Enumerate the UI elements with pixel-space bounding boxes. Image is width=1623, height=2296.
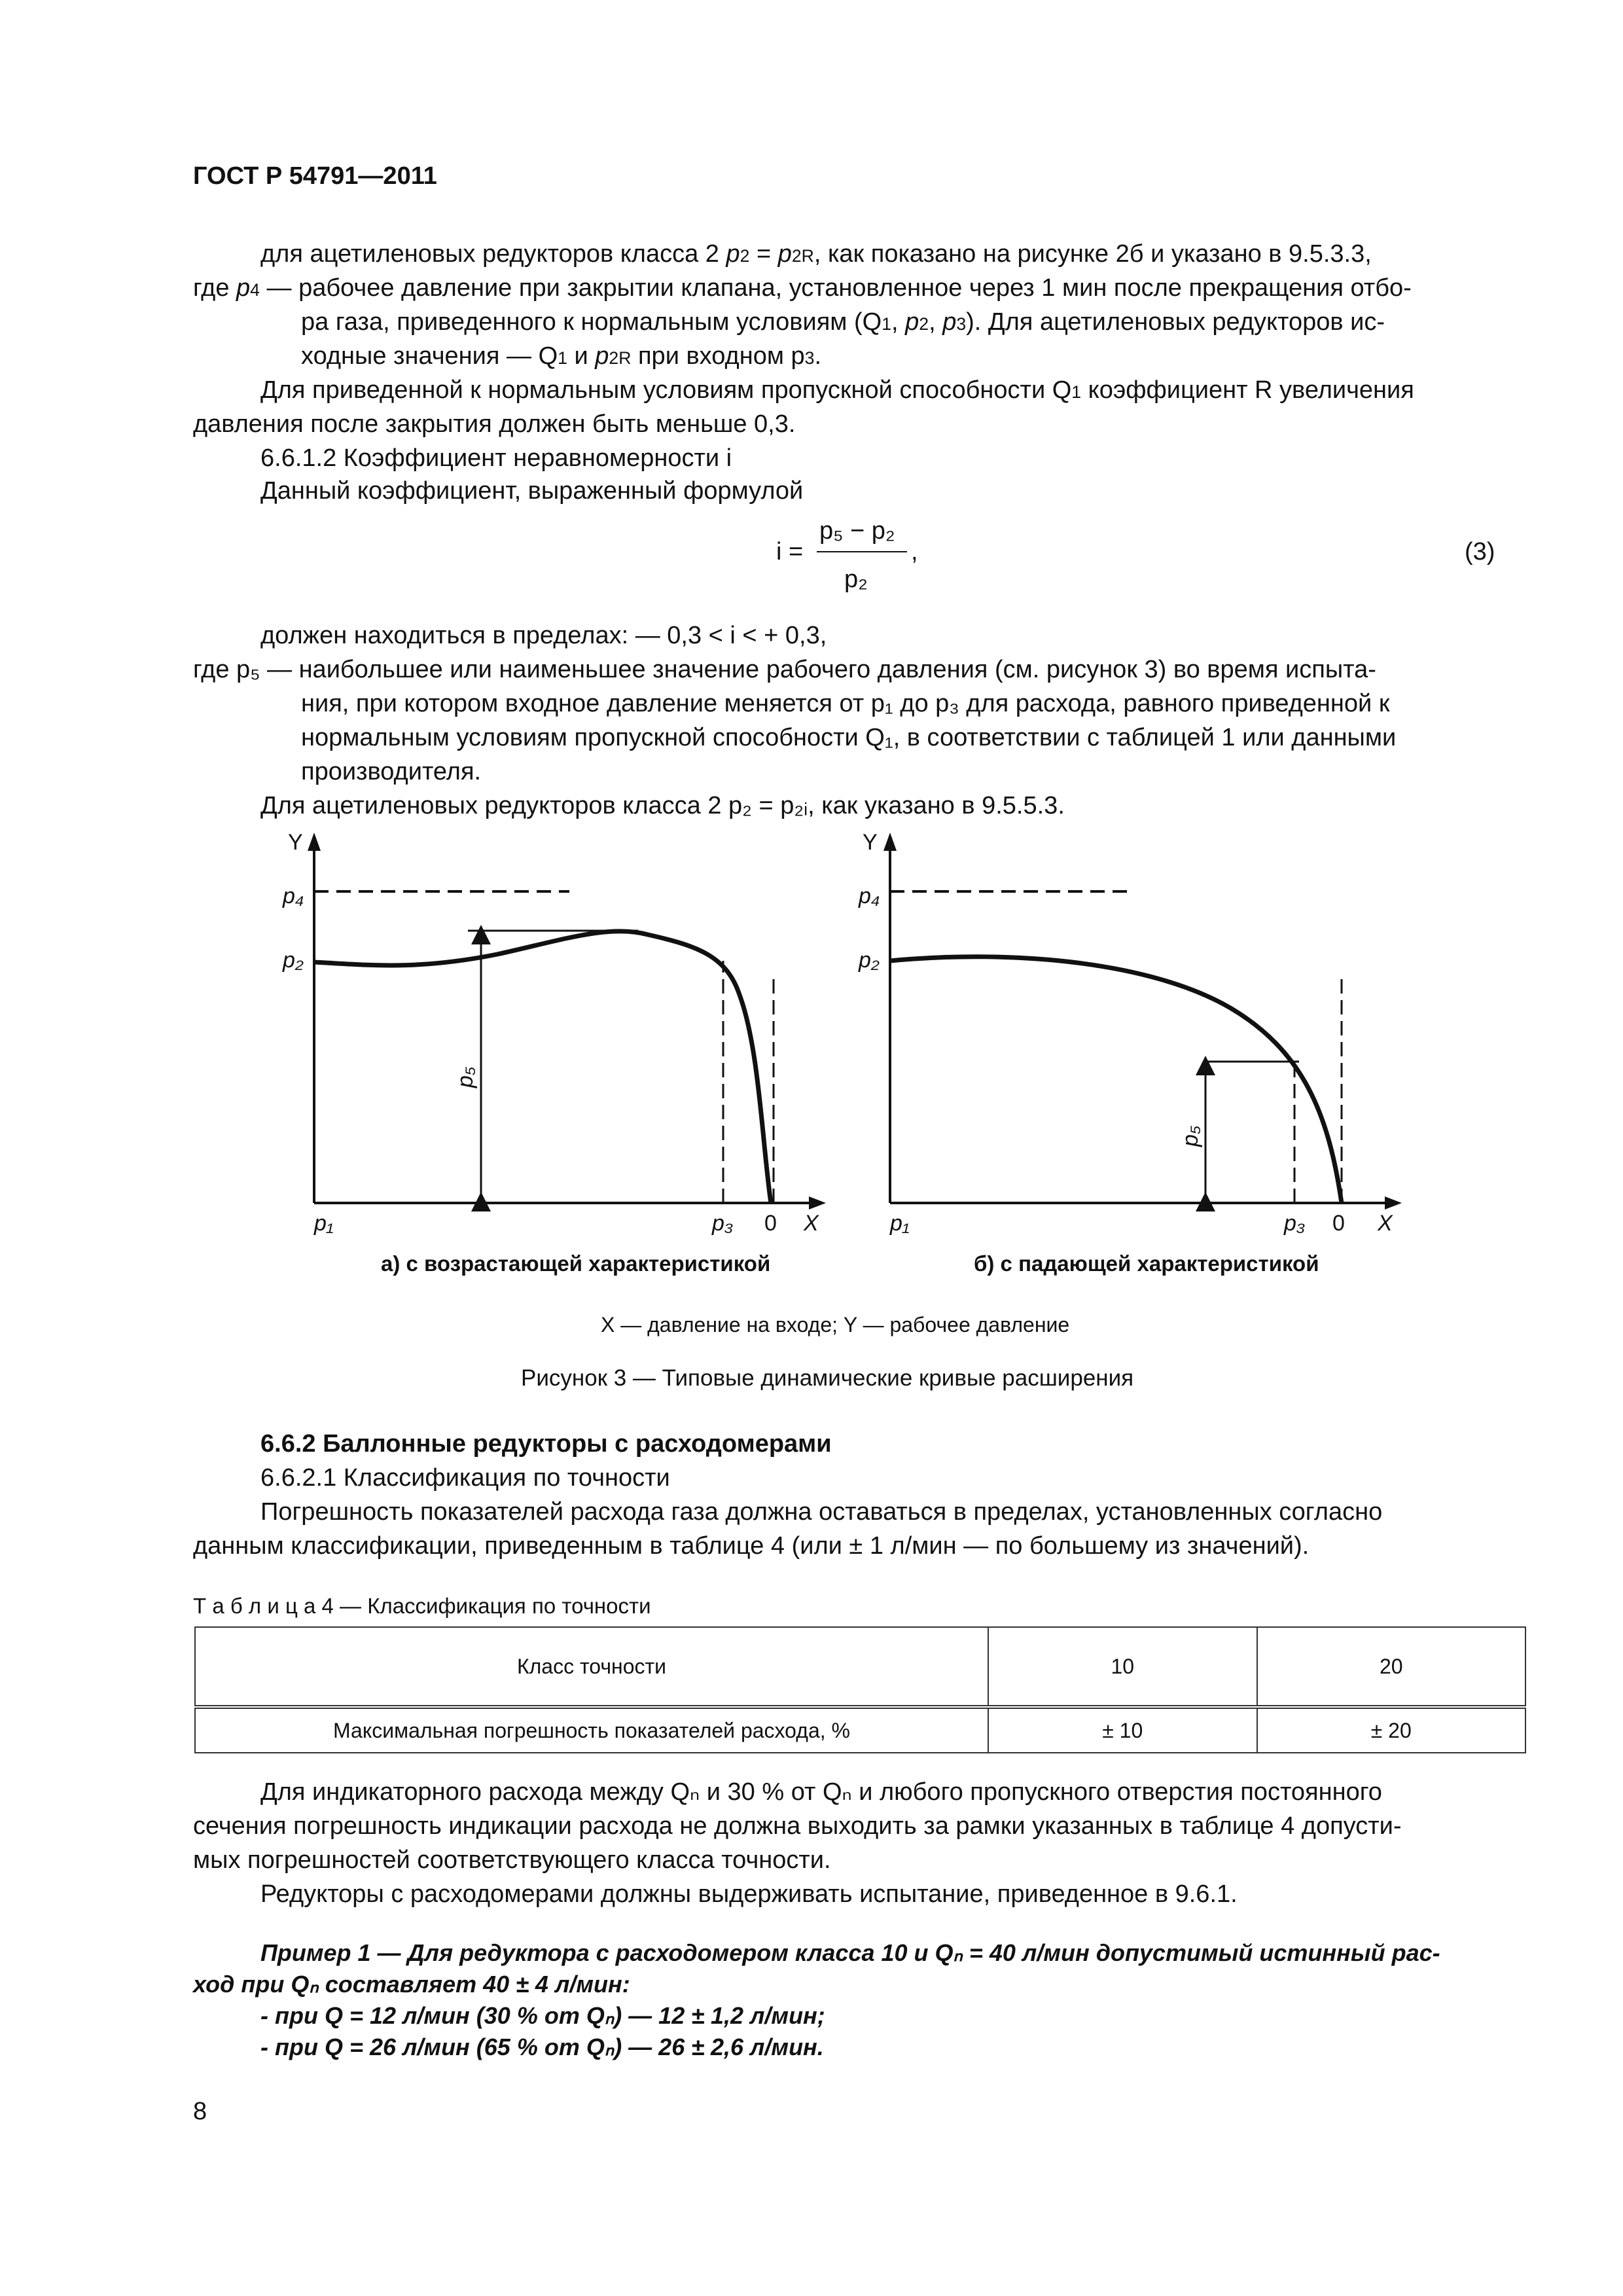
formula-comma: , — [911, 538, 918, 565]
text-line: Данный коэффициент, выраженный формулой — [260, 477, 804, 505]
text-line: сечения погрешность индикации расхода не должна выходить за рамки указанных в таблице 4 допусти- — [193, 1812, 1402, 1840]
example-line: Пример 1 — Для редуктора с расходомером класса 10 и Qₙ = 40 л/мин допустимый истинный рас- — [260, 1939, 1440, 1966]
panel-b-zero-label: 0 — [1332, 1211, 1345, 1236]
text-line: Погрешность показателей расхода газа должна оставаться в пределах, установленных согласно — [260, 1498, 1383, 1526]
table-cell: ± 10 — [988, 1707, 1257, 1753]
example-line: - при Q = 26 л/мин (65 % от Qₙ) — 26 ± 2,6 л/мин. — [260, 2034, 824, 2060]
panel-b-p5-label: p₅ — [1178, 1125, 1203, 1147]
panel-b-x-label: X — [1378, 1211, 1393, 1236]
text-line: ра газа, приведенного к нормальным условиям ($Q_1$, $p_2$, $p_3$). Для ацетиленовых редукторов ис- — [301, 308, 1385, 336]
text-line: Для индикаторного расхода между Qₙ и 30 % от Qₙ и любого пропускного отверстия постоянного — [260, 1778, 1382, 1806]
table-cell: Максимальная погрешность показателей расхода, % — [195, 1707, 988, 1753]
formula-lhs: i = — [776, 538, 804, 565]
section-heading: 6.6.1.2 Коэффициент неравномерности i — [260, 444, 732, 472]
table-cell: ± 20 — [1257, 1707, 1526, 1753]
formula-number: (3) — [1465, 538, 1495, 565]
section-heading: 6.6.2 Баллонные редукторы с расходомерами — [260, 1430, 832, 1458]
table-header-row — [195, 1627, 1525, 1707]
formula-denominator: p₂ — [844, 565, 868, 593]
panel-a-p4-label: p₄ — [283, 884, 304, 908]
text-line: для ацетиленовых редукторов класса 2 $p_2 = p_{2R}$, как показано на рисунке 2б и указано в 9.5.3.3, — [260, 240, 1372, 268]
panel-a-p5-label: p₅ — [453, 1066, 478, 1088]
formula-numerator: p₅ − p₂ — [819, 517, 895, 545]
panel-b-p1-label: p₁ — [890, 1211, 910, 1236]
panel-a-curve — [314, 931, 771, 1203]
text-line: где p₅ — наибольшее или наименьшее значение рабочего давления (см. рисунок 3) во время испыта- — [193, 656, 1376, 683]
panel-b — [883, 833, 1402, 1210]
text-line: Для ацетиленовых редукторов класса 2 p₂ = p₂ᵢ, как указано в 9.5.5.3. — [260, 792, 1065, 819]
table-caption: Т а б л и ц а 4 — Классификация по точности — [193, 1594, 651, 1618]
panel-a-zero-label: 0 — [764, 1211, 777, 1236]
text-line: Редукторы с расходомерами должны выдерживать испытание, приведенное в 9.6.1. — [260, 1880, 1238, 1908]
accuracy-table — [194, 1626, 1526, 1753]
panel-a-x-label: X — [804, 1211, 819, 1236]
table-row — [195, 1707, 1525, 1753]
figure-title: Рисунок 3 — Типовые динамические кривые расширения — [521, 1365, 1134, 1391]
figure-caption-a: а) с возрастающей характеристикой — [381, 1251, 771, 1276]
figure-legend: X — давление на входе; Y — рабочее давление — [601, 1313, 1070, 1336]
panel-b-p4-label: p₄ — [859, 884, 880, 908]
panel-b-y-label: Y — [863, 830, 878, 855]
standard-number: ГОСТ Р 54791—2011 — [193, 162, 437, 190]
text-line: Для приведенной к нормальным условиям пропускной способности $Q_1$ коэффициент R увеличения — [260, 376, 1414, 404]
text-line: должен находиться в пределах: — 0,3 < i < + 0,3, — [260, 622, 827, 649]
text-line: нормальным условиям пропускной способности Q₁, в соответствии с таблицей 1 или данными — [301, 724, 1397, 751]
table-header-cell: 20 — [1257, 1627, 1526, 1707]
text-line: где $p_4$ — рабочее давление при закрытии клапана, установленное через 1 мин после прекращения отбо- — [193, 274, 1412, 302]
text-line: давления после закрытия должен быть меньше 0,3. — [193, 410, 796, 438]
table-header-cell: Класс точности — [195, 1627, 988, 1707]
panel-a-p2-label: p₂ — [283, 948, 304, 973]
example-line: ход при Qₙ составляет 40 ± 4 л/мин: — [193, 1971, 630, 1998]
figure-caption-b: б) с падающей характеристикой — [974, 1251, 1319, 1276]
text-line: ния, при котором входное давление меняется от p₁ до p₃ для расхода, равного приведенной к — [301, 690, 1390, 717]
subsection-heading: 6.6.2.1 Классификация по точности — [260, 1464, 670, 1492]
example-line: - при Q = 12 л/мин (30 % от Qₙ) — 12 ± 1,2 л/мин; — [260, 2002, 825, 2029]
panel-b-p2-label: p₂ — [859, 948, 880, 973]
panel-a-p3-label: p₃ — [712, 1211, 734, 1236]
table-header-cell: 10 — [988, 1627, 1257, 1707]
panel-a — [308, 833, 826, 1210]
text-line: мых погрешностей соответствующего класса точности. — [193, 1846, 831, 1874]
page-number: 8 — [193, 2098, 207, 2125]
panel-b-curve — [890, 957, 1342, 1203]
panel-b-p3-label: p₃ — [1284, 1211, 1306, 1236]
panel-a-p1-label: p₁ — [314, 1211, 334, 1236]
text-line: данным классификации, приведенным в таблице 4 (или ± 1 л/мин — по большему из значений). — [193, 1532, 1310, 1560]
panel-a-y-label: Y — [288, 830, 303, 855]
text-line: ходные значения — $Q_1$ и $p_{2R}$ при входном $p_3$. — [301, 342, 822, 370]
text-line: производителя. — [301, 758, 482, 785]
